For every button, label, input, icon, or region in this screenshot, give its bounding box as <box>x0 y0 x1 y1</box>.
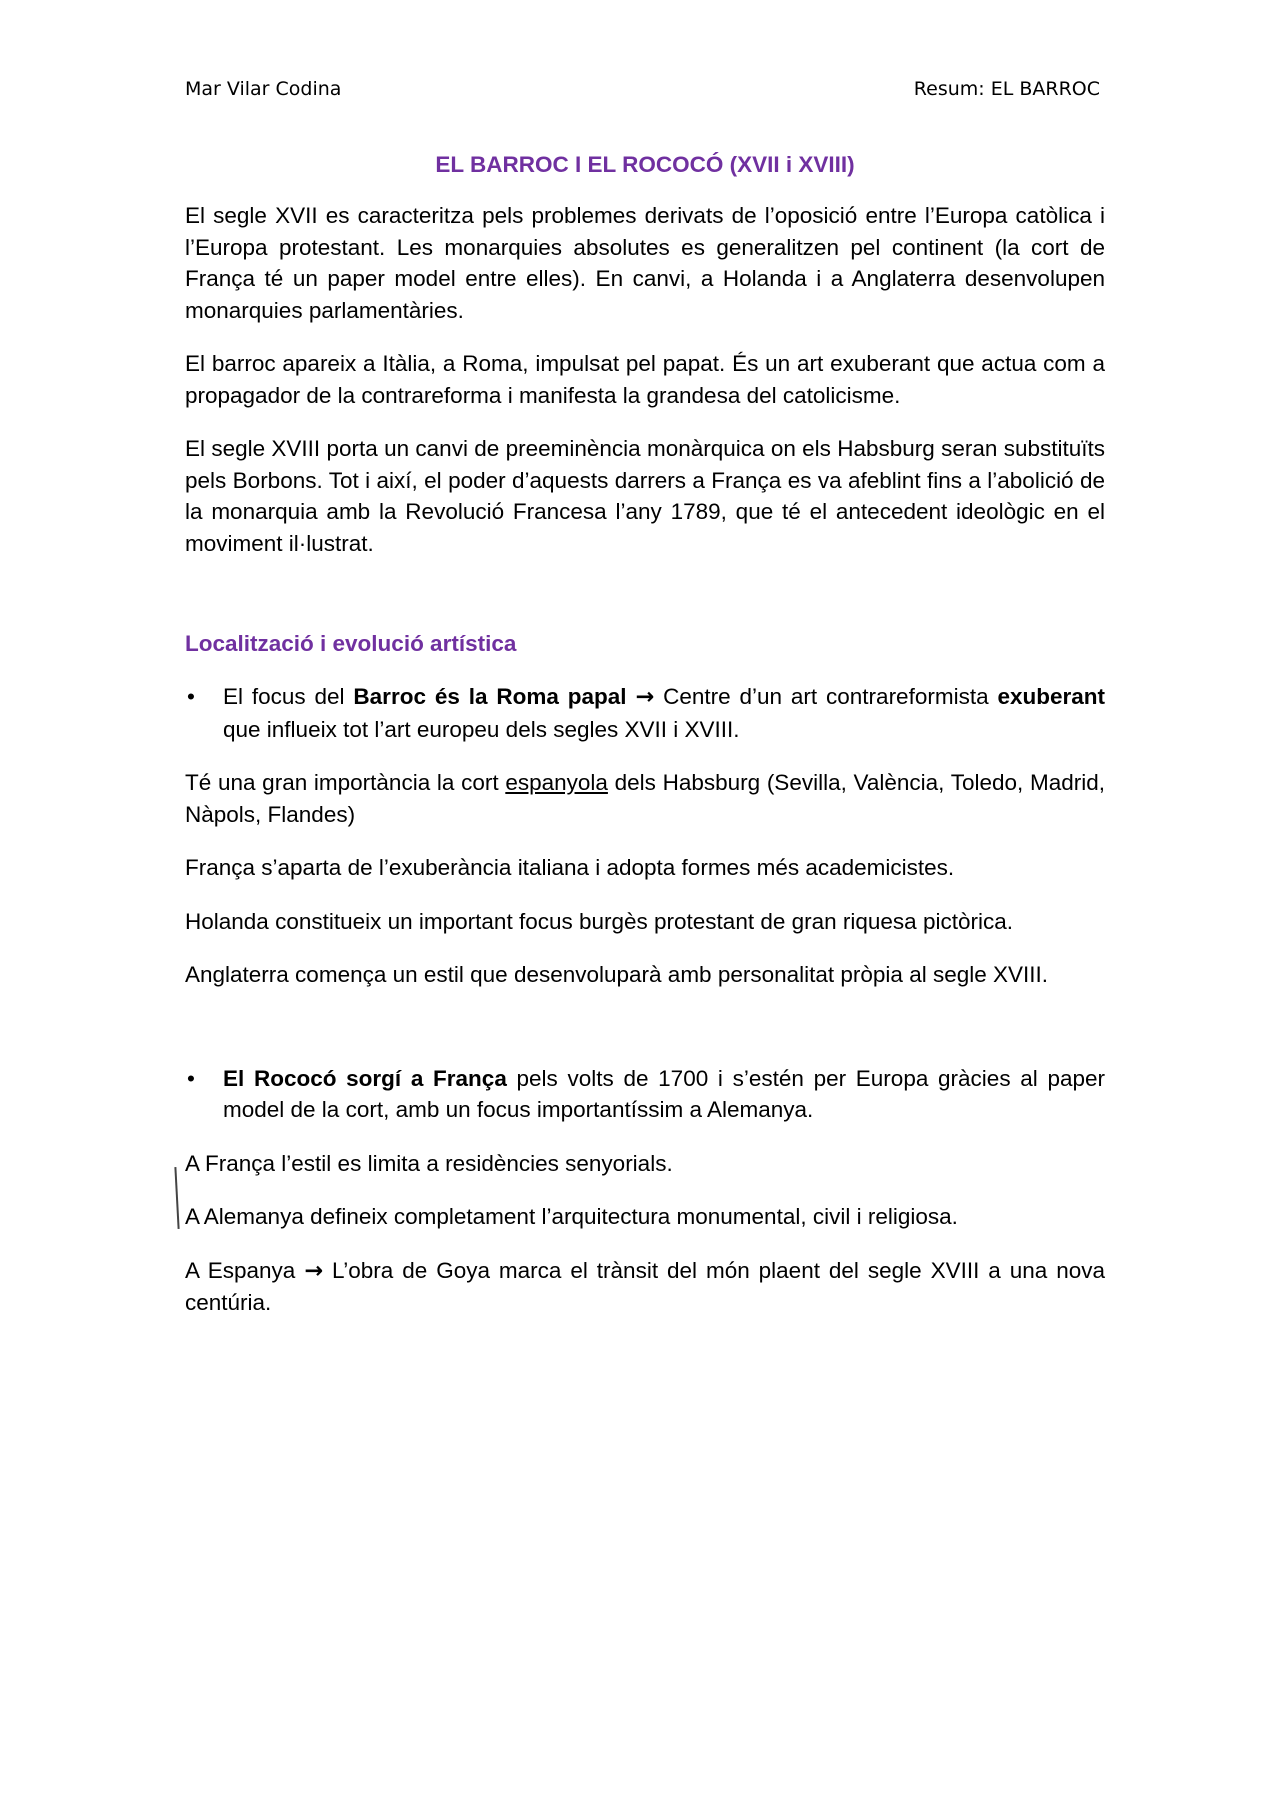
para-text-underline: espanyola <box>505 770 608 795</box>
intro-paragraph-3: El segle XVIII porta un canvi de preeminència monàrquica on els Habsburg seran substituïts pels Borbons. Tot i així, el poder d’aquests darrers a França es va afeblint fins a l’abolició de la monarquia amb la Revolució Francesa l’any 1789, que té el antecedent ideològic en el moviment il·lustrat. <box>185 436 1105 556</box>
section-title: Localització i evolució artística <box>185 631 517 656</box>
paragraph-franca-rococo: A França l’estil es limita a residències senyorials. <box>185 1150 673 1176</box>
arrow-icon: → <box>635 684 655 710</box>
bullet-marker: • <box>187 684 195 709</box>
spacer <box>185 1013 1105 1063</box>
intro-paragraph-2: El barroc apareix a Itàlia, a Roma, impulsat pel papat. És un art exuberant que actua com a propagador de la contrareforma i manifesta la grandesa del catolicisme. <box>185 351 1105 408</box>
margin-mark <box>174 1167 179 1229</box>
paragraph-holanda: Holanda constitueix un important focus burgès protestant de gran riquesa pictòrica. <box>185 908 1013 934</box>
intro-paragraph-1: El segle XVII es caracteritza pels problemes derivats de l’oposició entre l’Europa catòlica i l’Europa protestant. Les monarquies absolutes es generalitzen pel continent (la cort de França té un paper model entre elles). En canvi, a Holanda i a Anglaterra desenvolupen monarquies parlamentàries. <box>185 203 1105 323</box>
page-header <box>185 78 1100 100</box>
bullet-text-bold-2: exuberant <box>997 684 1105 709</box>
bullet-text-pre: El focus del <box>223 684 354 709</box>
arrow-icon: → <box>304 1257 324 1284</box>
paragraph-alemanya: A Alemanya defineix completament l’arquitectura monumental, civil i religiosa. <box>185 1204 958 1229</box>
paragraph-espanya-goya <box>185 1255 1105 1319</box>
para-text-pre: A Espanya <box>185 1257 305 1283</box>
bullet-text-bold: Barroc és la Roma papal <box>353 684 627 709</box>
bullet-text-post: pels volts de 1700 i s’estén per Europa gràcies al paper model de la cort, amb un focus importantíssim a Alemanya. <box>223 1065 1106 1122</box>
paragraph-anglaterra: Anglaterra comença un estil que desenvoluparà amb personalitat pròpia al segle XVIII. <box>185 962 1049 987</box>
bullet-text-post: que influeix tot l’art europeu dels segles XVII i XVIII. <box>223 716 740 742</box>
paragraph-espanya-cort <box>185 767 1105 830</box>
header-author: Mar Vilar Codina <box>185 78 342 100</box>
bullet-marker: • <box>187 1065 195 1091</box>
bullet-rococo <box>185 1063 1105 1126</box>
paragraph-franca: França s’aparta de l’exuberància italiana i adopta formes més academicistes. <box>185 855 955 880</box>
document-body <box>185 150 1105 1341</box>
document-title: EL BARROC I EL ROCOCÓ (XVII i XVIII) <box>435 152 855 177</box>
para-text-post: L’obra de Goya marca el trànsit del món plaent del segle XVIII a una nova centúria. <box>185 1257 1105 1315</box>
bullet-text-mid: Centre d’un art contrareformista <box>654 684 998 709</box>
para-text-pre: Té una gran importància la cort <box>185 770 506 795</box>
bullet-barroc <box>185 681 1105 745</box>
header-title: Resum: EL BARROC <box>913 78 1100 100</box>
para-text-post: dels Habsburg (Sevilla, València, Toledo, Madrid, Nàpols, Flandes) <box>185 770 1105 827</box>
bullet-text-bold: El Rococó sorgí a França <box>223 1065 507 1091</box>
